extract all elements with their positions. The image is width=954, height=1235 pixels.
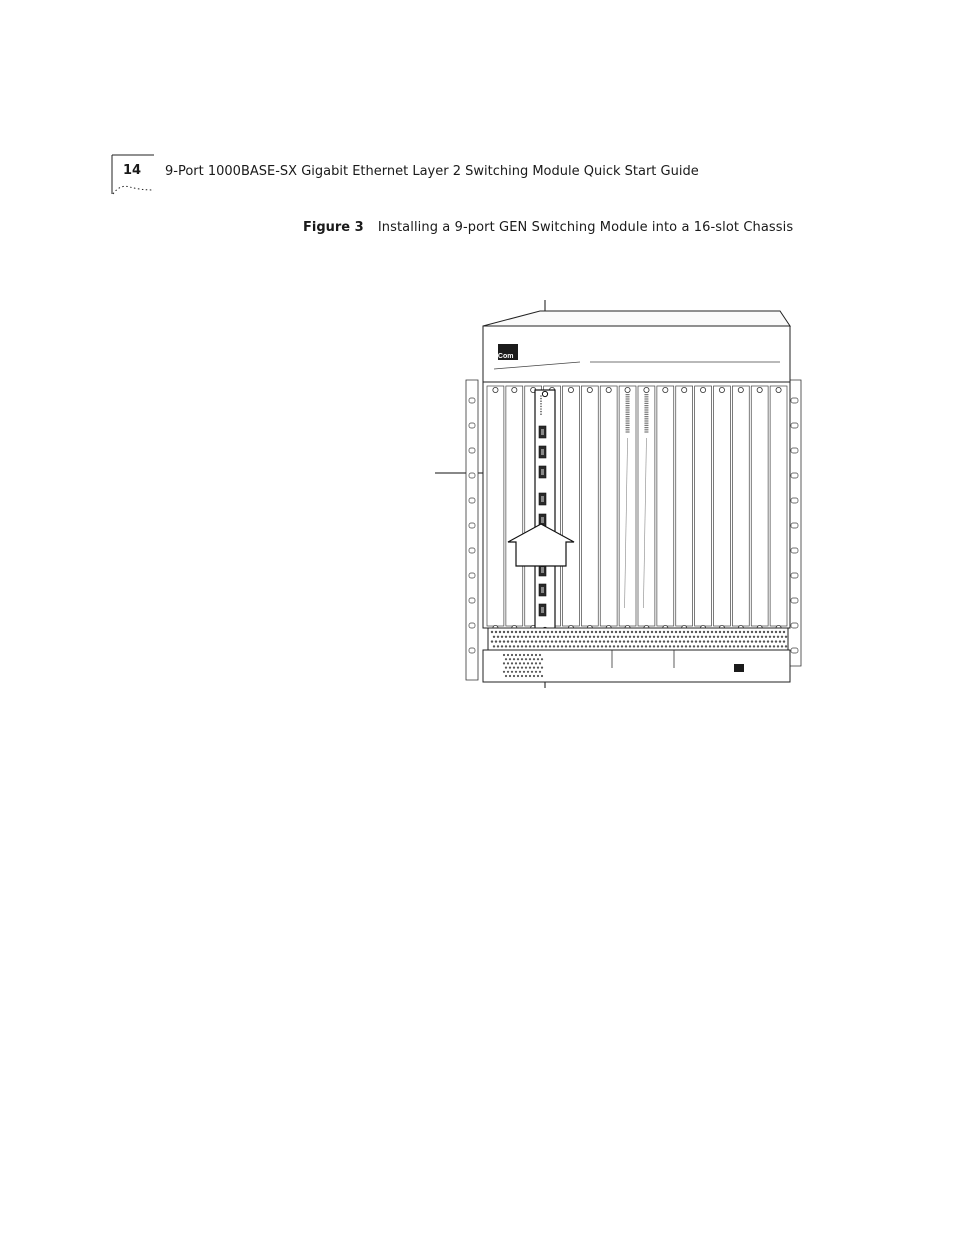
chassis-slot bbox=[506, 386, 523, 631]
chassis-slot bbox=[638, 386, 655, 631]
chassis-slot bbox=[770, 386, 787, 631]
figure-caption bbox=[303, 220, 793, 235]
chassis-face bbox=[483, 326, 790, 382]
chassis-slot bbox=[581, 386, 598, 631]
figure-label: Figure 3 bbox=[303, 220, 364, 235]
chassis-logo: 3Com bbox=[494, 353, 514, 360]
page-number: 14 bbox=[123, 163, 142, 178]
running-head: 9-Port 1000BASE-SX Gigabit Ethernet Layer 2 Switching Module Quick Start Guide bbox=[165, 164, 699, 179]
chassis-top bbox=[483, 311, 790, 326]
chassis-slot bbox=[695, 386, 712, 631]
chassis-slot bbox=[487, 386, 504, 631]
chassis-slot bbox=[751, 386, 768, 631]
figure-title: Installing a 9-port GEN Switching Module into a 16-slot Chassis bbox=[377, 220, 794, 235]
power-switch bbox=[734, 664, 744, 672]
chassis-slot bbox=[619, 386, 636, 631]
chassis-slot bbox=[563, 386, 580, 631]
chassis-illustration-icon bbox=[430, 298, 810, 690]
chassis-slot bbox=[657, 386, 674, 631]
chassis-slot bbox=[600, 386, 617, 631]
chassis-slot bbox=[714, 386, 731, 631]
chassis-slot bbox=[732, 386, 749, 631]
chassis-slot bbox=[676, 386, 693, 631]
